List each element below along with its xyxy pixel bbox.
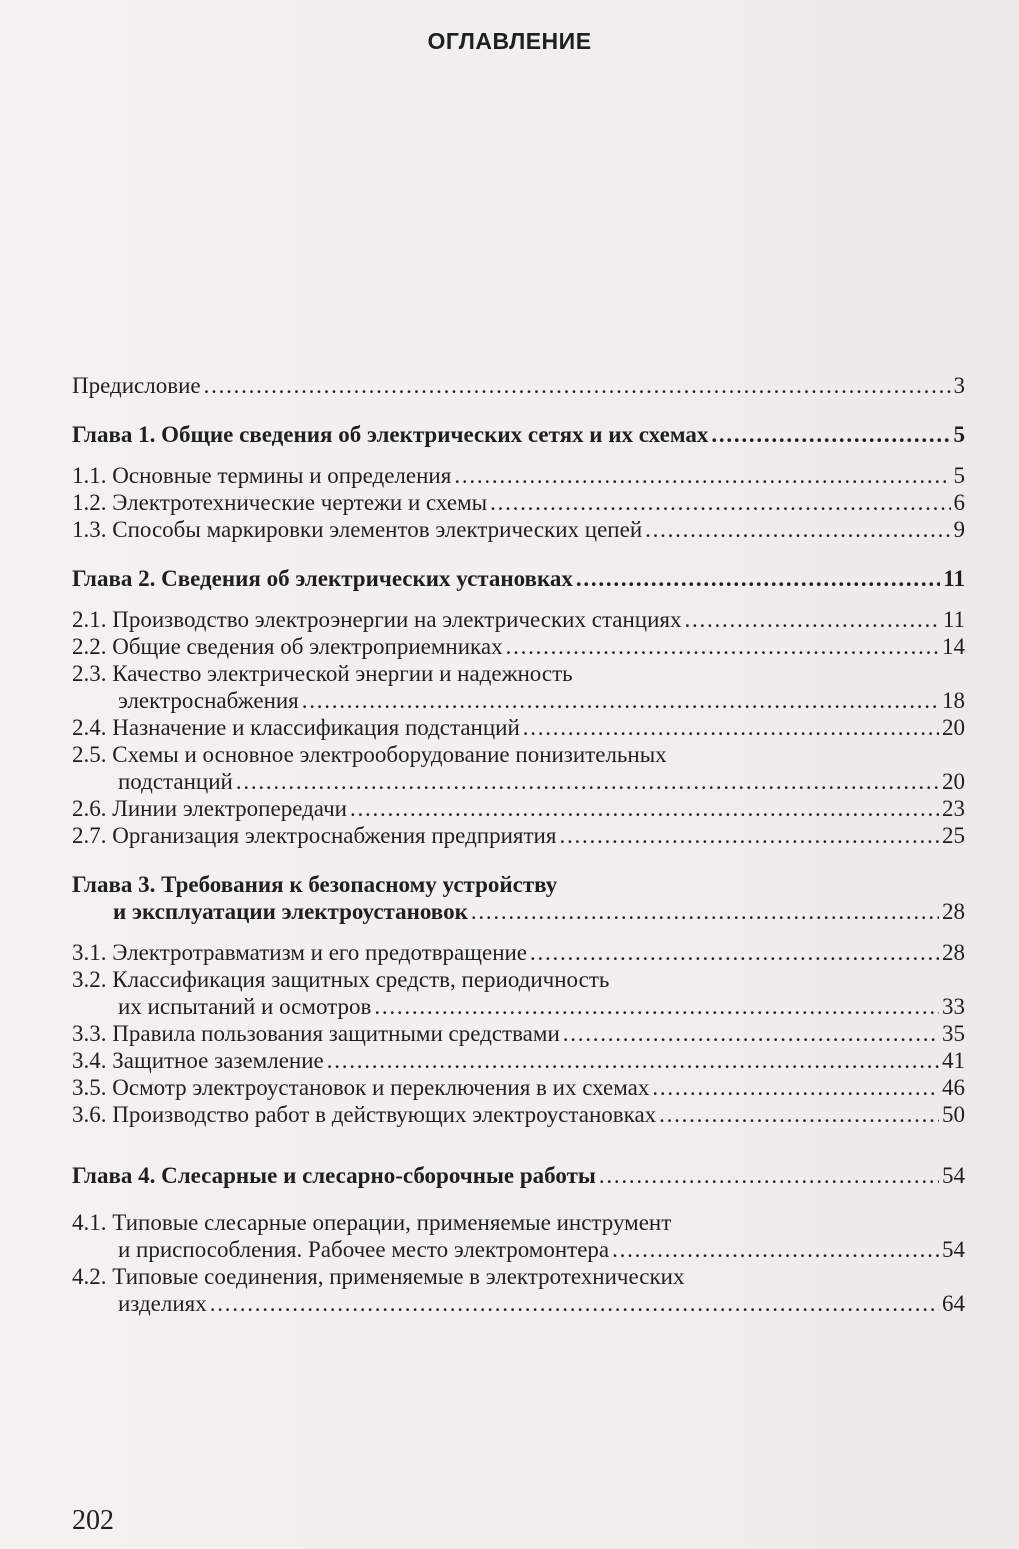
toc-leader [659, 1101, 939, 1128]
toc-entry [72, 822, 965, 849]
toc-entry-title: 2.6. Линии электропередачи [72, 796, 347, 821]
toc-entry-title: 2.7. Организация электроснабжения предприятия [72, 823, 557, 848]
toc-entry [72, 1074, 965, 1101]
toc-entry [72, 606, 965, 633]
toc-entry-title-line2: и приспособления. Рабочее место электромонтера [118, 1237, 610, 1262]
toc-entry [72, 660, 965, 714]
toc-leader [374, 993, 939, 1020]
toc-entry [72, 795, 965, 822]
toc-leader [599, 1162, 939, 1189]
toc-entry-title-line2: их испытаний и осмотров [118, 994, 372, 1019]
toc-entry-page: 41 [942, 1048, 965, 1073]
toc-leader [530, 939, 939, 966]
toc-entry-page: 64 [942, 1291, 965, 1316]
toc-leader [350, 795, 939, 822]
toc-entry-title-line1: Глава 3. Требования к безопасному устройству [72, 872, 558, 897]
toc-entry-title-line2: изделиях [118, 1291, 207, 1316]
toc-entry-page: 5 [953, 422, 965, 447]
toc-entry-page: 35 [942, 1021, 965, 1046]
toc-entry-title: 1.3. Способы маркировки элементов электрических цепей [72, 517, 643, 542]
toc-leader [204, 372, 951, 399]
toc-entry [72, 741, 965, 795]
toc-entry [72, 939, 965, 966]
toc-entry-page: 33 [942, 994, 965, 1019]
toc-entry-page: 14 [942, 634, 965, 659]
toc-entry [72, 489, 965, 516]
toc-chapter [72, 421, 965, 448]
toc-leader [652, 1074, 939, 1101]
toc-entry-page: 6 [953, 490, 965, 515]
toc-entry-title: Предисловие [72, 373, 201, 398]
toc-entry-page: 18 [942, 688, 965, 713]
toc-leader [711, 421, 950, 448]
toc-entry [72, 1047, 965, 1074]
toc-leader [523, 714, 939, 741]
toc-entry-title-line1: 4.2. Типовые соединения, применяемые в электротехнических [72, 1264, 685, 1289]
toc-entry [72, 1209, 965, 1263]
page-title: ОГЛАВЛЕНИЕ [427, 28, 592, 54]
toc-leader [576, 565, 940, 592]
toc-entry-title: 3.6. Производство работ в действующих электроустановках [72, 1102, 657, 1127]
toc-entry [72, 1263, 965, 1317]
toc-entry-page: 54 [942, 1237, 965, 1262]
toc-entry-title: Глава 2. Сведения об электрических установках [72, 566, 573, 591]
toc-entry-page: 23 [942, 796, 965, 821]
toc-entry-title: 2.4. Назначение и классификация подстанций [72, 715, 520, 740]
toc-entry-title: 3.5. Осмотр электроустановок и переключения в их схемах [72, 1075, 650, 1100]
toc-entry-page: 11 [943, 566, 965, 591]
toc-entry-title: 3.1. Электротравматизм и его предотвращение [72, 940, 528, 965]
toc-entry-title-line2: и эксплуатации электроустановок [113, 899, 468, 924]
toc-entry [72, 1020, 965, 1047]
toc-entry-page: 50 [942, 1102, 965, 1127]
toc-chapter [72, 871, 965, 925]
toc-entry-page: 28 [942, 899, 965, 924]
toc-entry-title-line2: электроснабжения [118, 688, 299, 713]
toc-entry-page: 3 [953, 373, 965, 398]
page-number: 202 [72, 1505, 114, 1536]
toc-entry-title-line1: 4.1. Типовые слесарные операции, применяемые инструмент [72, 1210, 672, 1235]
toc-leader [490, 489, 950, 516]
toc-leader [645, 516, 950, 543]
toc-entry-page: 46 [942, 1075, 965, 1100]
toc-entry [72, 714, 965, 741]
toc-entry-page: 5 [953, 463, 965, 488]
toc-chapter [72, 1162, 965, 1189]
toc-entry-title-line1: 2.5. Схемы и основное электрооборудование понизительных [72, 742, 667, 767]
toc-leader [563, 1020, 939, 1047]
toc-entry-page: 25 [942, 823, 965, 848]
toc-entry-page: 54 [942, 1163, 965, 1188]
toc-entry-title: 3.3. Правила пользования защитными средствами [72, 1021, 560, 1046]
toc-leader [210, 1290, 939, 1317]
toc-leader [612, 1236, 939, 1263]
toc-entry-title: Глава 4. Слесарные и слесарно-сборочные работы [72, 1163, 596, 1188]
toc-entry-title: 1.2. Электротехнические чертежи и схемы [72, 490, 488, 515]
toc-entry-title-line2: подстанций [118, 769, 233, 794]
toc-chapter [72, 565, 965, 592]
toc-entry [72, 633, 965, 660]
toc-leader [685, 606, 940, 633]
toc-entry [72, 462, 965, 489]
table-of-contents [72, 372, 965, 1317]
toc-entry-title-line1: 2.3. Качество электрической энергии и надежность [72, 661, 573, 686]
toc-entry-title-line1: 3.2. Классификация защитных средств, периодичность [72, 967, 610, 992]
toc-leader [454, 462, 950, 489]
toc-entry-title: 3.4. Защитное заземление [72, 1048, 324, 1073]
toc-entry-title: 2.2. Общие сведения об электроприемниках [72, 634, 503, 659]
toc-entry-page: 28 [942, 940, 965, 965]
toc-entry-page: 20 [942, 769, 965, 794]
toc-leader [302, 687, 939, 714]
toc-entry [72, 516, 965, 543]
toc-leader [236, 768, 939, 795]
toc-entry-title: Глава 1. Общие сведения об электрических сетях и их схемах [72, 422, 709, 447]
toc-leader [506, 633, 939, 660]
toc-entry-page: 9 [953, 517, 965, 542]
toc-entry [72, 966, 965, 1020]
toc-entry-title: 2.1. Производство электроэнергии на электрических станциях [72, 607, 682, 632]
toc-entry-title: 1.1. Основные термины и определения [72, 463, 452, 488]
toc-entry-page: 20 [942, 715, 965, 740]
toc-leader [559, 822, 939, 849]
toc-entry [72, 372, 965, 399]
toc-entry [72, 1101, 965, 1128]
toc-entry-page: 11 [942, 607, 965, 632]
toc-leader [327, 1047, 939, 1074]
toc-leader [471, 898, 939, 925]
